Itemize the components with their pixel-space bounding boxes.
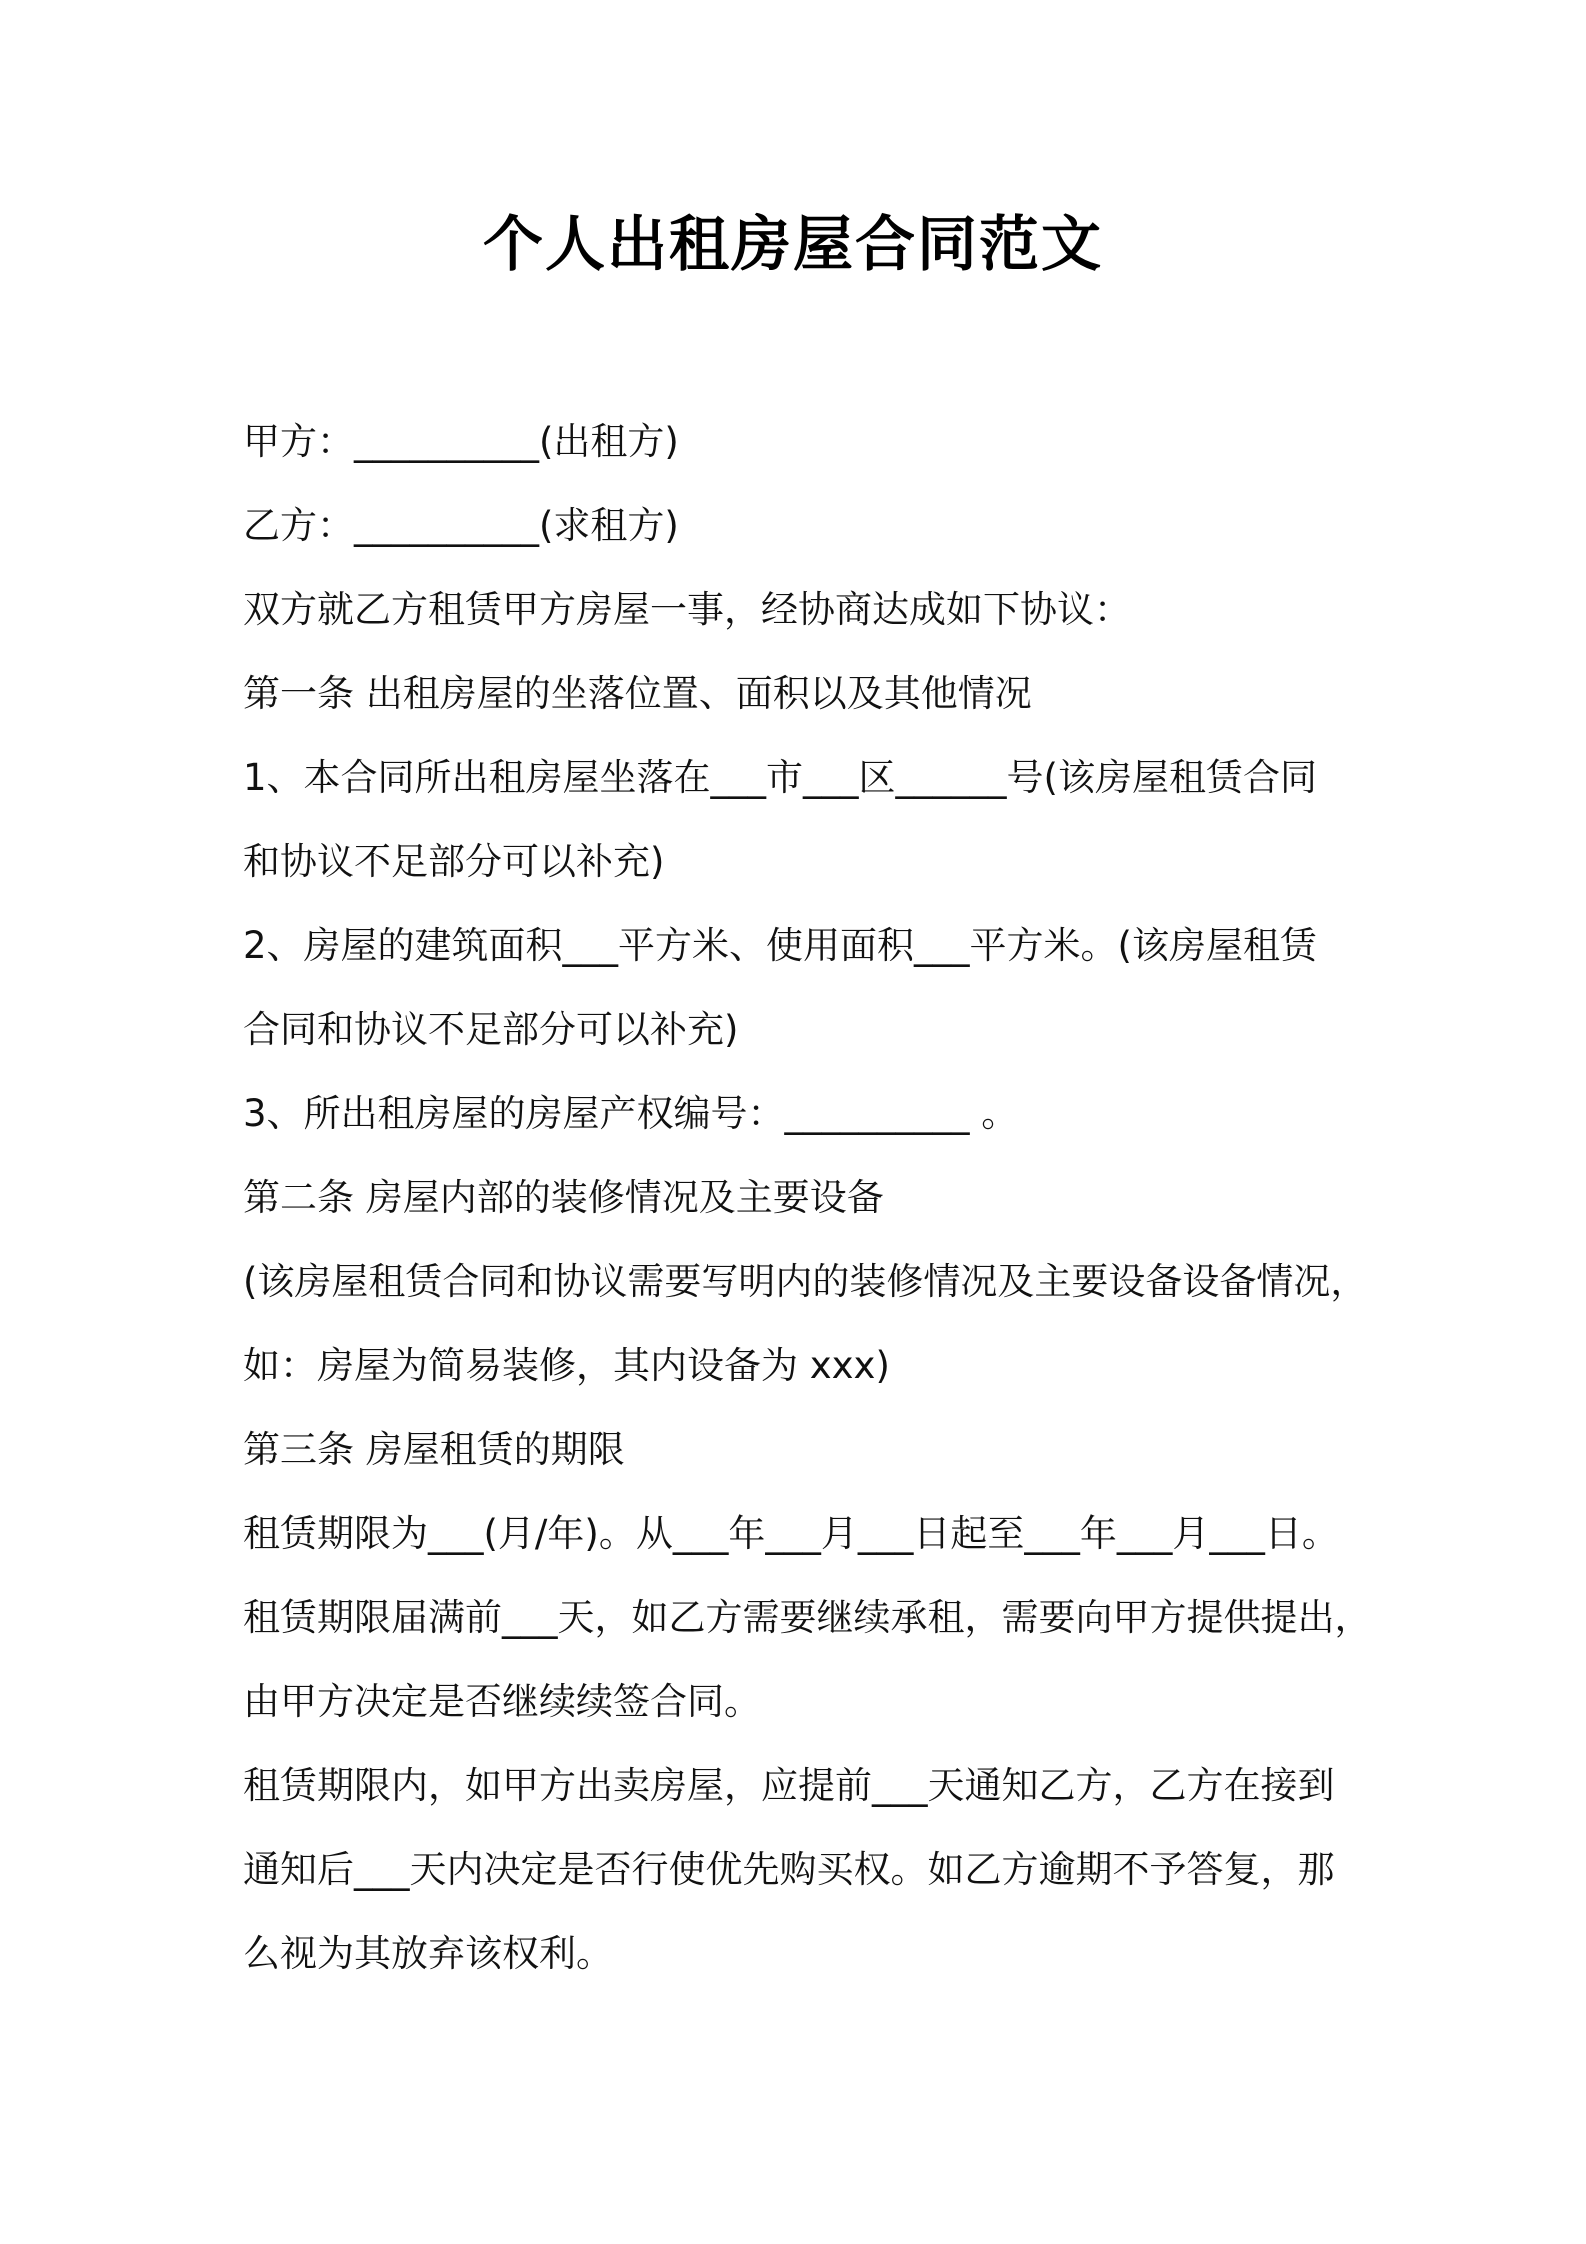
document-body: [243, 400, 1403, 1996]
party-a-line: 甲方：__________(出租方): [243, 420, 679, 463]
clause-1-1-cont: 和协议不足部分可以补充): [243, 840, 665, 883]
agreement-intro: 双方就乙方租赁甲方房屋一事，经协商达成如下协议：: [243, 588, 1131, 631]
lease-renewal-cont: 由甲方决定是否继续续签合同。: [243, 1680, 761, 1723]
article-1-heading: 第一条 出租房屋的坐落位置、面积以及其他情况: [243, 672, 1032, 715]
document-title: 个人出租房屋合同范文: [483, 210, 1103, 280]
article-2-heading: 第二条 房屋内部的装修情况及主要设备: [243, 1176, 884, 1219]
sale-notice-end: 么视为其放弃该权利。: [243, 1932, 613, 1975]
lease-term: 租赁期限为___(月/年)。从___年___月___日起至___年___月___日。: [243, 1512, 1339, 1555]
sale-notice: 租赁期限内，如甲方出卖房屋，应提前___天通知乙方，乙方在接到: [243, 1764, 1335, 1807]
clause-1-2-cont: 合同和协议不足部分可以补充): [243, 1008, 739, 1051]
clause-1-2: 2、房屋的建筑面积___平方米、使用面积___平方米。(该房屋租赁: [243, 924, 1317, 967]
party-b-line: 乙方：__________(求租方): [243, 504, 679, 547]
article-2-note: (该房屋租赁合同和协议需要写明内的装修情况及主要设备设备情况，: [243, 1260, 1368, 1303]
lease-renewal: 租赁期限届满前___天，如乙方需要继续承租，需要向甲方提供提出，: [243, 1596, 1372, 1639]
article-2-note-cont: 如：房屋为简易装修，其内设备为 xxx): [243, 1344, 890, 1387]
clause-1-1: 1、本合同所出租房屋坐落在___市___区______号(该房屋租赁合同: [243, 756, 1317, 799]
sale-notice-cont: 通知后___天内决定是否行使优先购买权。如乙方逾期不予答复，那: [243, 1848, 1335, 1891]
clause-1-3: 3、所出租房屋的房屋产权编号：__________ 。: [243, 1092, 1019, 1135]
article-3-heading: 第三条 房屋租赁的期限: [243, 1428, 625, 1471]
